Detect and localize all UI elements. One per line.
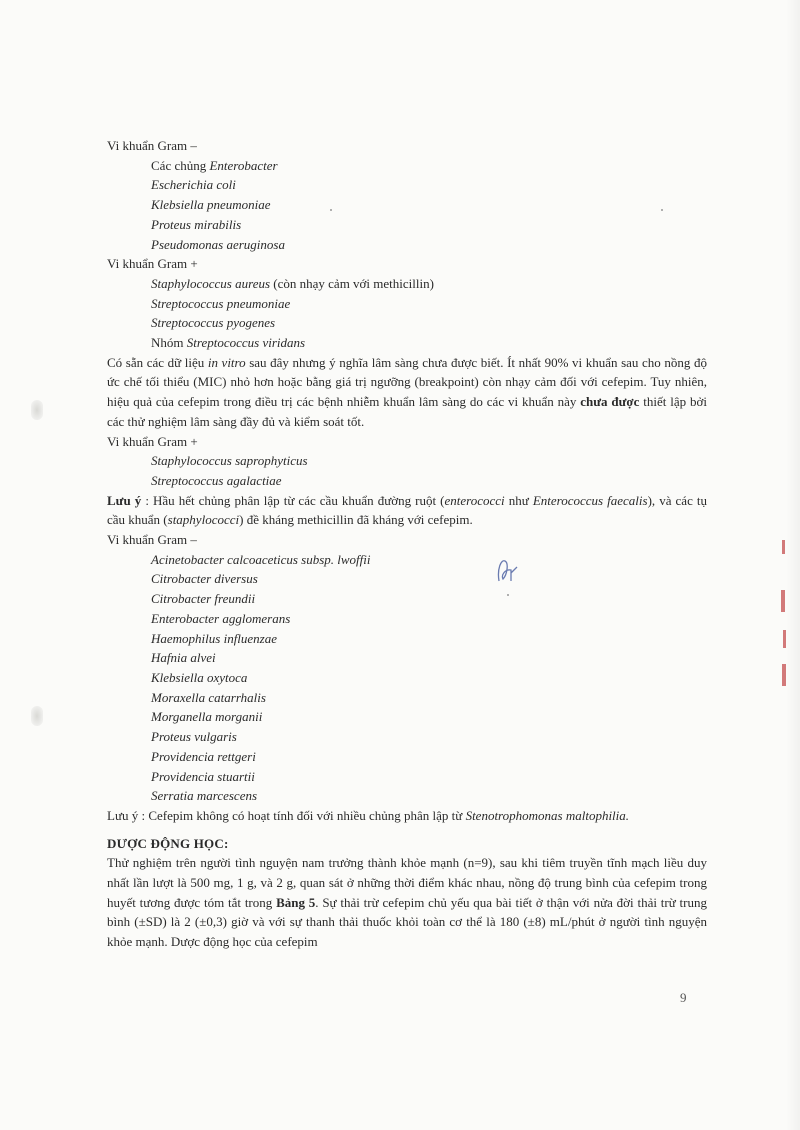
list-item: Pseudomonas aeruginosa: [151, 236, 285, 252]
gram-negative-heading: Vi khuẩn Gram –: [107, 138, 197, 153]
list-item: Klebsiella oxytoca: [151, 669, 248, 685]
document-body: [107, 136, 707, 952]
page-number: 9: [680, 990, 687, 1005]
punch-hole: [31, 706, 43, 726]
scan-edge-shadow: [786, 0, 800, 1130]
in-vitro-paragraph: Có sẵn các dữ liệu in vitro sau đây nhưng ý nghĩa lâm sàng chưa được biết. Ít nhất 90% vi khuẩn sau cho nồng độ ức chế tối thiểu (MIC) nhỏ hơn hoặc bằng giá trị ngưỡng (breakpoint) còn nhạy cảm đối với cefepim. Tuy nhiên, hiệu quả của cefepim trong điều trị các bệnh nhiễm khuẩn lâm sàng do các vi khuẩn này chưa được thiết lập bởi các thử nghiệm lâm sàng đầy đủ và kiểm soát tốt.: [107, 354, 707, 429]
list-item: Streptococcus pneumoniae: [151, 295, 291, 311]
gram-positive-heading: Vi khuẩn Gram +: [107, 256, 198, 272]
red-edge-mark: [782, 540, 785, 554]
list-item: Citrobacter diversus: [151, 571, 258, 587]
punch-hole: [31, 400, 43, 420]
red-edge-mark: [783, 630, 786, 648]
list-item: Moraxella catarrhalis: [151, 689, 266, 705]
list-item: Proteus mirabilis: [151, 216, 242, 232]
list-item: Staphylococcus aureus (còn nhạy cảm với methicillin): [151, 275, 434, 291]
list-item: Klebsiella pneumoniae: [151, 197, 271, 213]
list-item: Enterobacter agglomerans: [151, 610, 291, 626]
list-item: Streptococcus agalactiae: [151, 472, 282, 488]
list-item: Morganella morganii: [151, 709, 263, 725]
list-item: Hafnia alvei: [151, 650, 216, 666]
red-edge-mark: [782, 664, 786, 686]
note-paragraph: Lưu ý : Hầu hết chủng phân lập từ các cầu khuẩn đường ruột (enterococci như Enterococcus faecalis), và các tụ cầu khuẩn (staphylococci) đề kháng methicillin đã kháng với cefepim.: [107, 492, 708, 528]
gram-negative-heading-2: Vi khuẩn Gram –: [107, 532, 197, 548]
list-item: Providencia stuartii: [151, 768, 255, 784]
list-item: Haemophilus influenzae: [151, 630, 278, 646]
list-item: Proteus vulgaris: [151, 729, 237, 745]
list-item: Serratia marcescens: [151, 788, 258, 804]
svg-text:A: A: [493, 555, 494, 556]
note-2: Lưu ý : Cefepim không có hoạt tính đối với nhiều chủng phân lập từ Stenotrophomonas maltophilia.: [107, 807, 630, 823]
section-heading-pharmacokinetics: DƯỢC ĐỘNG HỌC:: [107, 835, 229, 851]
red-edge-mark: [781, 590, 785, 612]
list-item: Providencia rettgeri: [151, 748, 256, 764]
list-item: Staphylococcus saprophyticus: [151, 453, 308, 469]
list-item: Escherichia coli: [151, 177, 236, 193]
pharmacokinetics-paragraph: Thử nghiệm trên người tình nguyện nam trưởng thành khỏe mạnh (n=9), sau khi tiêm truyền tĩnh mạch liều duy nhất lần lượt là 500 mg, 1 g, và 2 g, quan sát ở những thời điểm khác nhau, nồng độ trung bình của cefepim trong huyết tương được tóm tắt trong Bảng 5. Sự thải trừ cefepim chủ yếu qua bài tiết ở thận với nửa đời thải trừ trung bình (±SD) là 2 (±0,3) giờ và với sự thanh thải thuốc khỏi toàn cơ thể là 180 (±8) mL/phút ở người tình nguyện khỏe mạnh. Dược động học của cefepim: [107, 855, 707, 950]
list-item: Streptococcus pyogenes: [151, 315, 276, 331]
list-item: Acinetobacter calcoaceticus subsp. lwoffii: [151, 551, 371, 567]
list-item: Các chủng Enterobacter: [151, 157, 278, 173]
list-item: Citrobacter freundii: [151, 591, 256, 607]
list-item: Nhóm Streptococcus viridans: [151, 335, 306, 351]
gram-positive-heading-2: Vi khuẩn Gram +: [107, 433, 198, 449]
